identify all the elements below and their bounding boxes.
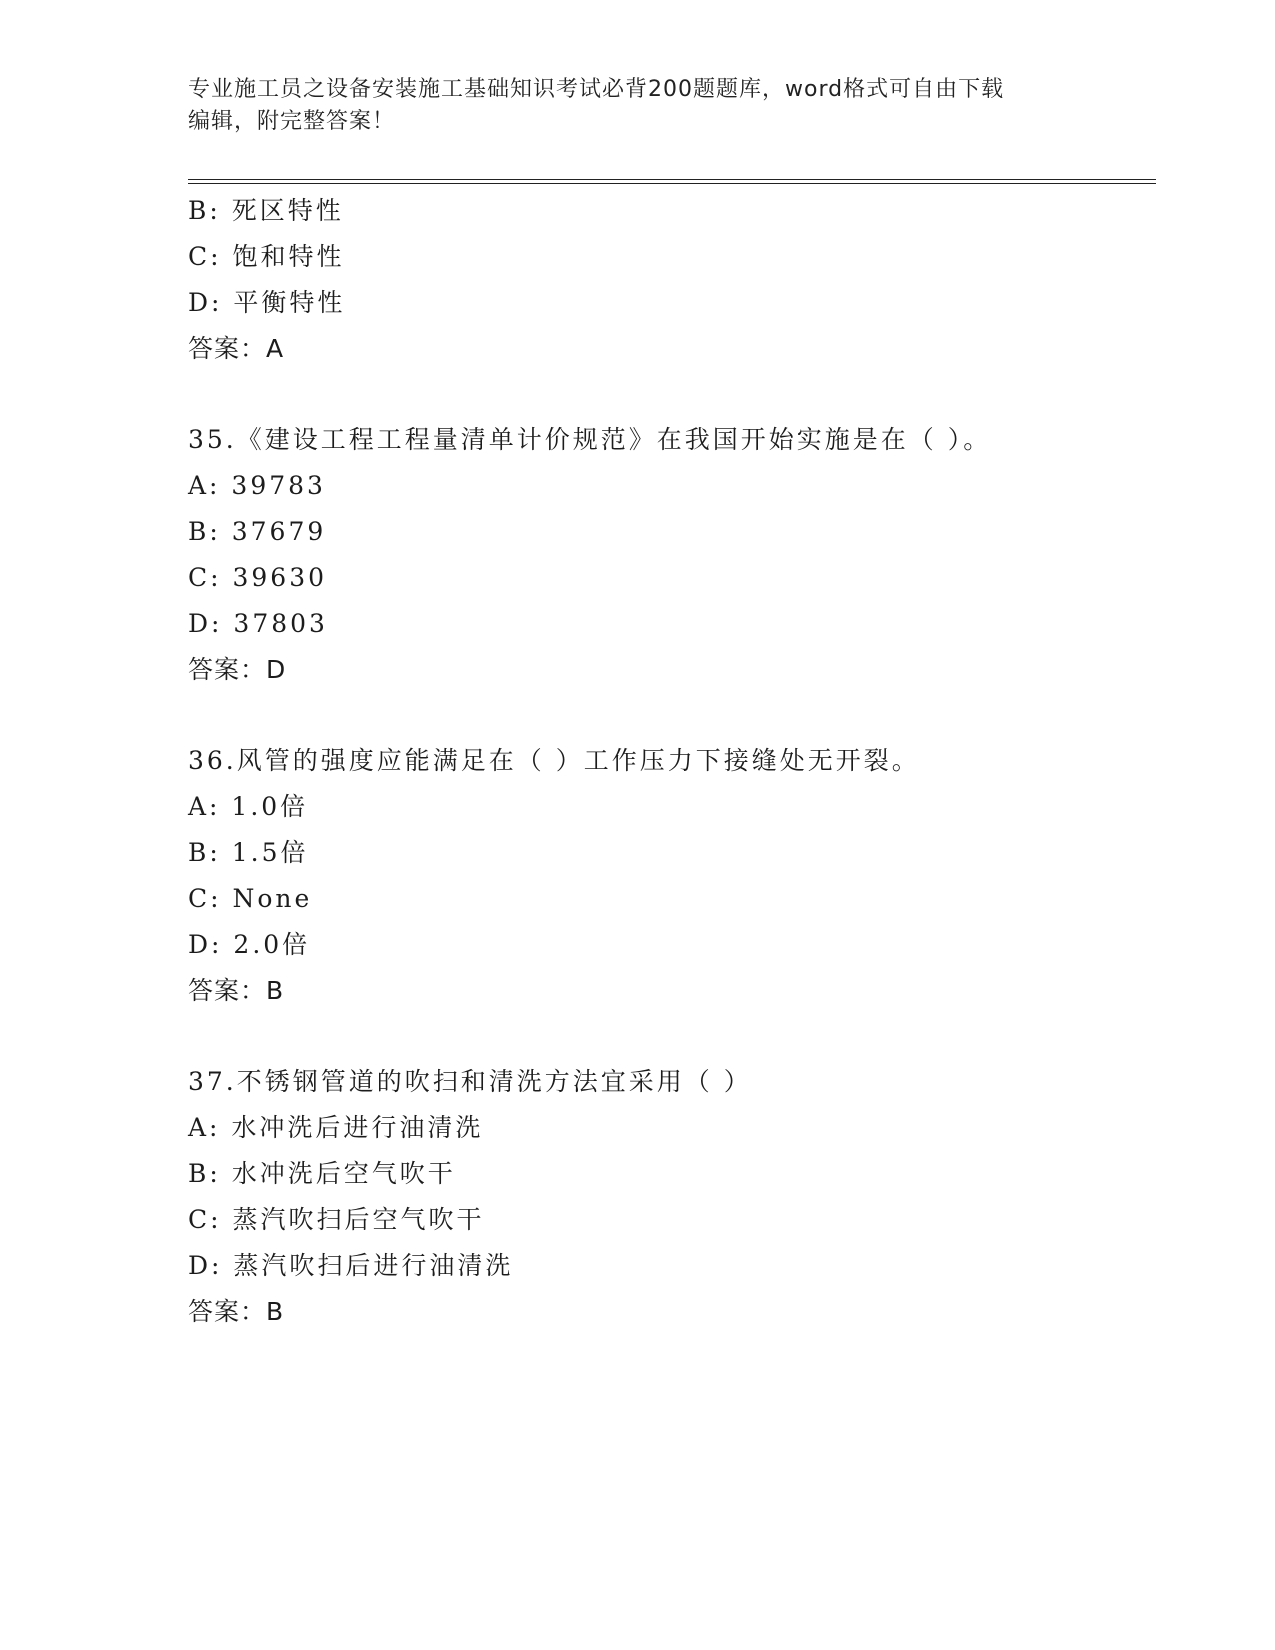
option-c: C: 39630	[188, 563, 328, 592]
question-stem: 36.风管的强度应能满足在（ ）工作压力下接缝处无开裂。	[188, 746, 920, 775]
option-d: D: 平衡特性	[188, 288, 346, 317]
question-spacer	[188, 1014, 1148, 1059]
option-c: C: 蒸汽吹扫后空气吹干	[188, 1205, 485, 1234]
answer-line: 答案：B	[188, 976, 285, 1005]
answer-line: 答案：B	[188, 1297, 285, 1326]
answer-line: 答案：A	[188, 334, 285, 363]
header-title-line-2: 编辑，附完整答案！	[188, 109, 396, 134]
option-a: A: 1.0倍	[188, 792, 309, 821]
option-b: B: 死区特性	[188, 196, 344, 225]
question-34-continued	[188, 188, 1148, 372]
question-stem: 37.不锈钢管道的吹扫和清洗方法宜采用（ ）	[188, 1067, 752, 1096]
question-spacer	[188, 372, 1148, 417]
question-stem: 35.《建设工程工程量清单计价规范》在我国开始实施是在（ ）。	[188, 425, 992, 454]
question-content	[188, 188, 1148, 1335]
question-36	[188, 738, 1148, 1014]
option-a: A: 水冲洗后进行油清洗	[188, 1113, 484, 1142]
question-35	[188, 417, 1148, 693]
option-c: C: None	[188, 884, 313, 913]
header-divider-bottom	[188, 183, 1156, 184]
option-d: D: 蒸汽吹扫后进行油清洗	[188, 1251, 514, 1280]
option-b: B: 1.5倍	[188, 838, 309, 867]
option-d: D: 37803	[188, 609, 328, 638]
document-header	[188, 74, 1068, 138]
header-divider-top	[188, 179, 1156, 180]
answer-line: 答案：D	[188, 655, 287, 684]
question-spacer	[188, 693, 1148, 738]
header-title-line-1: 专业施工员之设备安装施工基础知识考试必背200题题库，word格式可自由下载	[188, 77, 1005, 102]
option-b: B: 水冲洗后空气吹干	[188, 1159, 456, 1188]
question-37	[188, 1059, 1148, 1335]
option-c: C: 饱和特性	[188, 242, 345, 271]
option-d: D: 2.0倍	[188, 930, 311, 959]
option-b: B: 37679	[188, 517, 327, 546]
option-a: A: 39783	[188, 471, 326, 500]
